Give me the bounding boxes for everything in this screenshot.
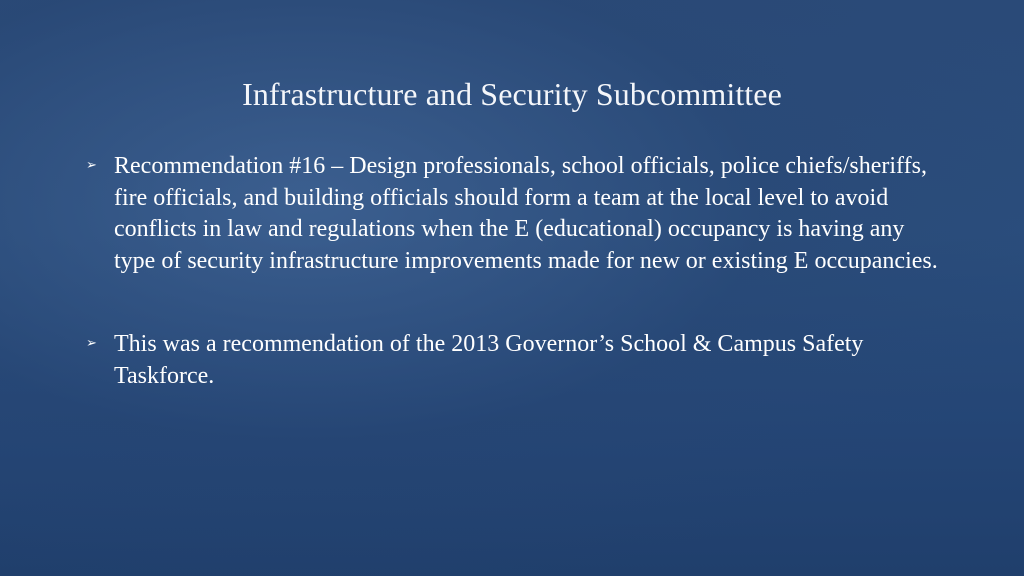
arrowhead-bullet-icon: ➢ xyxy=(86,336,97,351)
bullet-item xyxy=(86,151,946,277)
slide-title: Infrastructure and Security Subcommittee xyxy=(242,76,782,112)
bullet-list xyxy=(86,151,946,392)
bullet-text: This was a recommendation of the 2013 Governor’s School & Campus Safety Taskforce. xyxy=(114,331,864,389)
bullet-text: Recommendation #16 – Design professionals, school officials, police chiefs/sheriffs, fire officials, and building officials should form a team at the local level to avoid conflicts in law and regulations when the E (educational) occupancy is having any type of security infrastructure improvements made for new or existing E occupancies. xyxy=(114,153,938,274)
bullet-item xyxy=(86,329,946,392)
arrowhead-bullet-icon: ➢ xyxy=(86,158,97,173)
